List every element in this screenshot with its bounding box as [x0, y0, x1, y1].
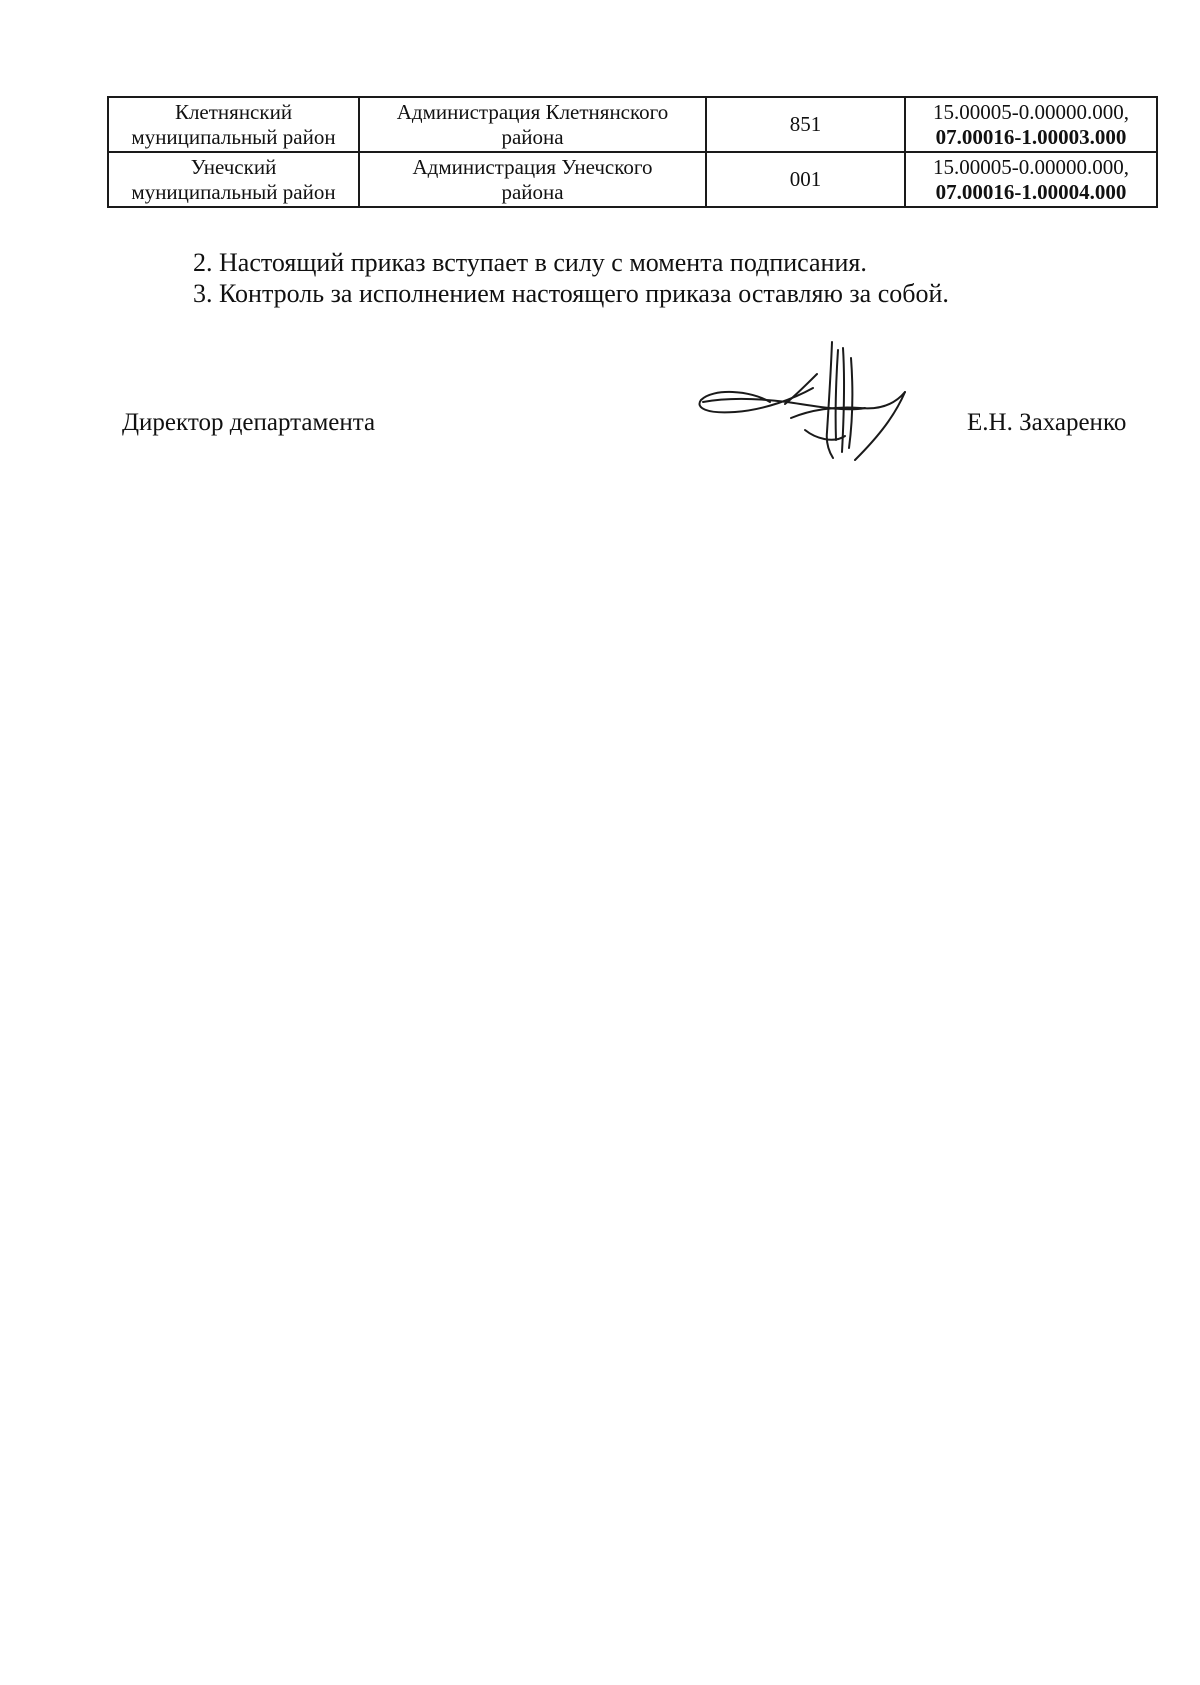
targets-cell: [905, 152, 1157, 207]
handwritten-signature: [695, 340, 925, 465]
district-type: муниципальный район: [131, 179, 336, 204]
administration-cell: [359, 97, 706, 152]
district-type: муниципальный район: [131, 124, 336, 149]
code-value: 851: [789, 112, 822, 136]
code-value: 001: [789, 167, 822, 191]
administration-suffix: района: [501, 124, 564, 149]
administration-name: Администрация Клетнянского: [396, 99, 669, 124]
paragraph-effective-date: 2. Настоящий приказ вступает в силу с момента подписания.: [193, 248, 867, 277]
target-code: 15.00005-0.00000.000,: [933, 154, 1129, 179]
administration-suffix: района: [501, 179, 564, 204]
allocation-table: [107, 96, 1158, 208]
district-cell: [108, 97, 359, 152]
district-name: Унечский: [190, 154, 277, 179]
table-row: [108, 152, 1157, 207]
administration-cell: [359, 152, 706, 207]
signer-name: Е.Н. Захаренко: [967, 409, 1127, 436]
target-code-bold: 07.00016-1.00004.000: [935, 179, 1127, 204]
targets-cell: [905, 97, 1157, 152]
target-code: 15.00005-0.00000.000,: [933, 99, 1129, 124]
signer-position: Директор департамента: [122, 409, 376, 436]
code-cell: [706, 152, 905, 207]
administration-name: Администрация Унечского: [412, 154, 653, 179]
district-name: Клетнянский: [174, 99, 293, 124]
target-code-bold: 07.00016-1.00003.000: [935, 124, 1127, 149]
table-row: [108, 97, 1157, 152]
paragraph-control: 3. Контроль за исполнением настоящего приказа оставляю за собой.: [193, 279, 949, 308]
district-cell: [108, 152, 359, 207]
code-cell: [706, 97, 905, 152]
